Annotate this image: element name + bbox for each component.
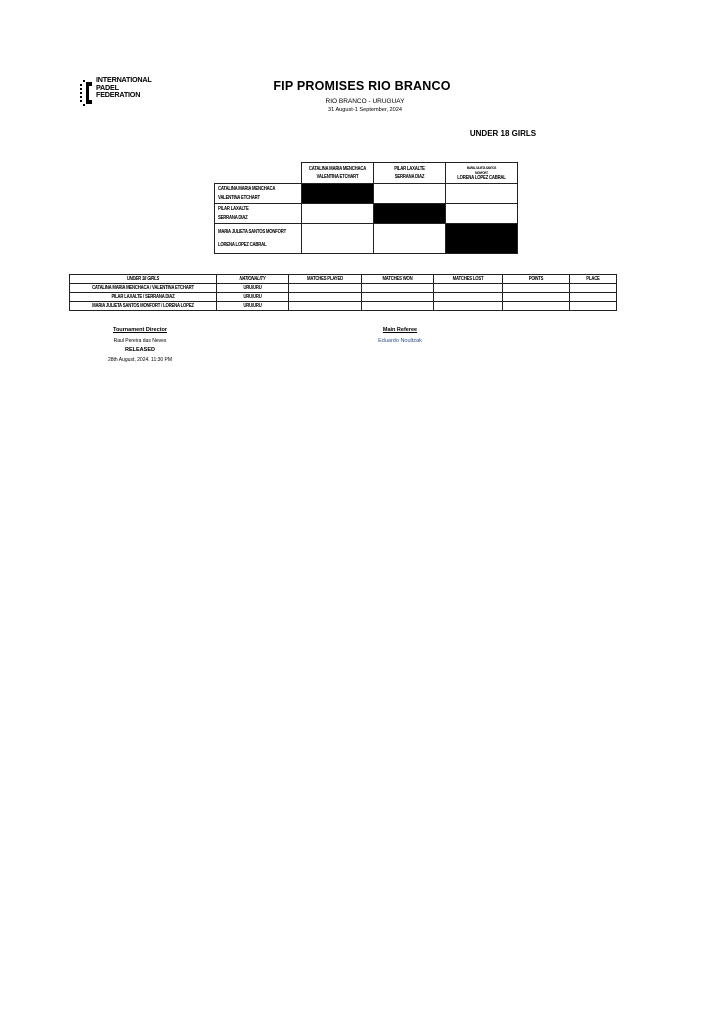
matrix-corner [215,163,302,184]
col-player-2: LORENA LOPEZ CABRAL [457,174,506,181]
matches-played-cell [289,302,362,311]
matrix-col-header [301,163,373,184]
header-category: UNDER 18 GIRLS [126,276,160,282]
round-robin-matrix [214,162,518,254]
col-player-2: SERRANA DIAZ [394,174,425,180]
standings-header-row [70,275,617,284]
tournament-director-name: Raul Pereira das Neves [113,338,167,344]
row-player-2: LORENA LOPEZ CABRAL [218,241,267,248]
matrix-col-header [445,163,517,184]
team-name: PILAR LAXALTE / SERRANA DIAZ [111,294,175,300]
matrix-row-header [215,184,302,204]
row-player-1: CATALINA MARIA MENCHACA [218,185,276,192]
matrix-cell-self [301,184,373,204]
tournament-dates: 31 August-1 September, 2024 [327,107,402,113]
matches-won-cell [362,302,434,311]
matrix-cell-result [445,204,517,224]
team-name: MARIA JULIETA SANTOS MONFORT / LORENA LOPEZ [92,303,194,309]
released-date: 28th August, 2024. 11:30 PM [107,357,173,363]
place-cell [570,302,617,311]
table-row [70,302,617,311]
main-referee-name: Eduardo Noultzak [378,338,422,344]
team-nationality: URU/URU [243,294,262,300]
place-cell [570,293,617,302]
matrix-col-header [373,163,445,184]
points-cell [503,302,570,311]
points-cell [503,293,570,302]
tournament-director-label: Tournament Director [113,327,167,333]
matrix-cell-result [301,224,373,254]
matches-played-cell [289,284,362,293]
matrix-cell-self [373,204,445,224]
main-referee-label: Main Referee [382,327,418,333]
team-name: CATALINA MARIA MENCHACA / VALENTINA ETCHART [92,285,194,291]
row-player-1: PILAR LAXALTE [218,205,249,212]
team-nationality: URU/URU [243,285,262,291]
matches-won-cell [362,284,434,293]
tournament-location: RIO BRANCO - URUGUAY [325,98,405,105]
standings-table [69,274,617,311]
header-nationality: NATIONALITY [239,276,266,282]
matrix-cell-result [301,204,373,224]
col-player-2: VALENTINA ETCHART [316,174,359,180]
col-player-1: MARIA JULIETA SANTOS [466,165,497,170]
header-matches-played: MATCHES PLAYED [307,276,343,282]
header-matches-won: MATCHES WON [382,276,413,282]
col-player-1: CATALINA MARIA MENCHACA [308,166,367,172]
tournament-title: FIP PROMISES RIO BRANCO [273,79,451,93]
table-row [70,293,617,302]
col-player-1: PILAR LAXALTE [394,166,425,172]
matches-lost-cell [434,284,503,293]
matches-won-cell [362,293,434,302]
matrix-cell-result [373,184,445,204]
matches-played-cell [289,293,362,302]
points-cell [503,284,570,293]
matches-lost-cell [434,302,503,311]
released-label: RELEASED [125,347,155,353]
matrix-cell-self [445,224,517,254]
matrix-cell-result [445,184,517,204]
header-points: POINTS [528,276,544,282]
matrix-cell-result [373,224,445,254]
team-nationality: URU/URU [243,303,262,309]
col-player-1-cont: MONFORT [475,170,488,175]
logo-text: INTERNATIONAL PADEL FEDERATION [96,75,152,100]
row-player-2: SERRANA DIAZ [218,214,248,221]
matrix-row-header [215,204,302,224]
table-row [70,284,617,293]
place-cell [570,284,617,293]
row-player-1: MARIA JULIETA SANTOS MONFORT [218,228,286,235]
category-title: UNDER 18 GIRLS [469,129,537,138]
matches-lost-cell [434,293,503,302]
header-matches-lost: MATCHES LOST [452,276,484,282]
matrix-row-header [215,224,302,254]
row-player-2: VALENTINA ETCHART [218,194,260,201]
header-place: PLACE [586,276,600,282]
